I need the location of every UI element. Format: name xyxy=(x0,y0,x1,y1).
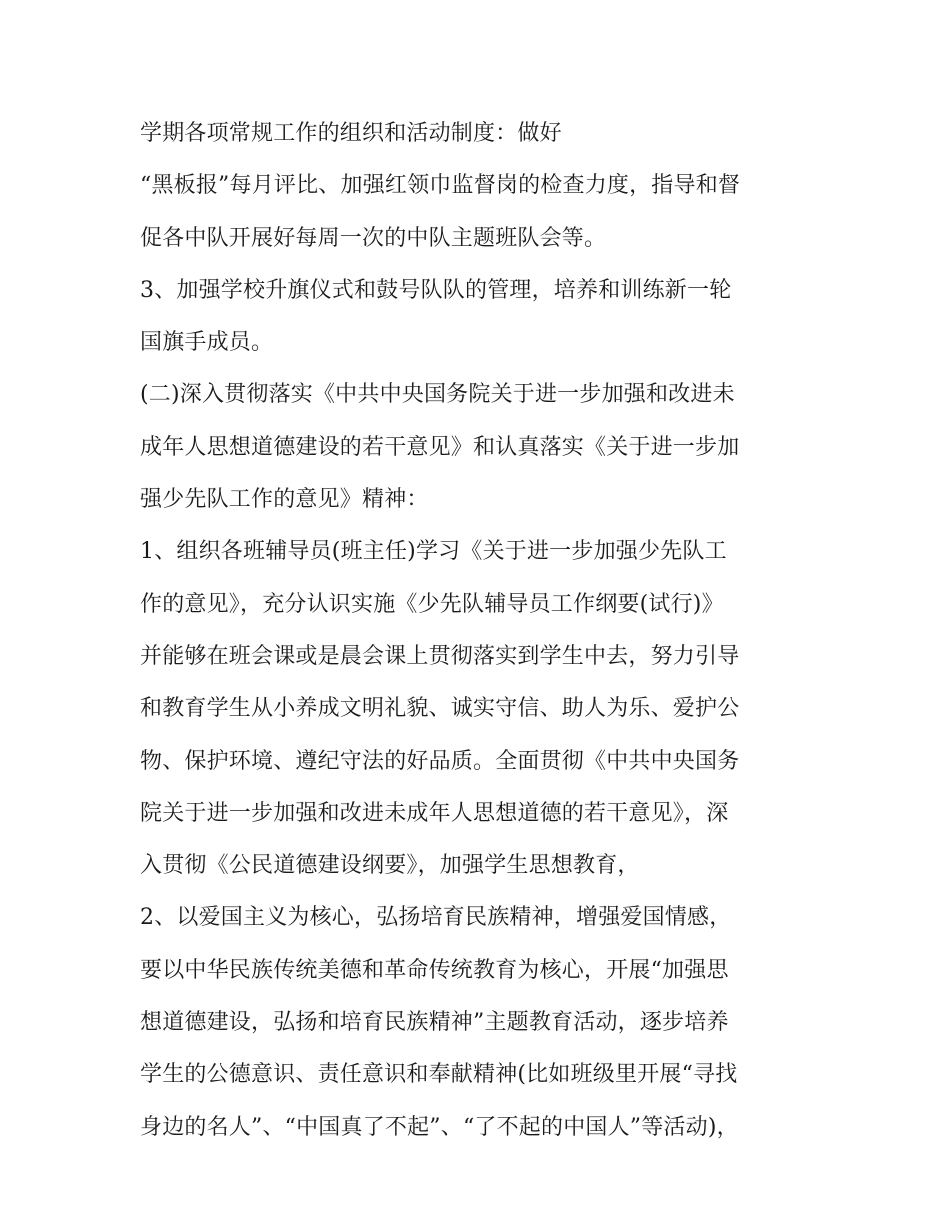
text-line: 想道德建设，弘扬和培育民族精神”主题教育活动，逐步培养 xyxy=(140,1010,729,1036)
text-line: 国旗手成员。 xyxy=(140,330,274,356)
text-line: 入贯彻《公民道德建设纲要》，加强学生思想教育， xyxy=(140,853,640,879)
text-line: “黑板报”每月评比、加强红领巾监督岗的检查力度，指导和督 xyxy=(140,173,741,199)
text-line: 促各中队开展好每周一次的中队主题班队会等。 xyxy=(140,225,607,251)
text-line: 物、保护环境、遵纪守法的好品质。全面贯彻《中共中央国务 xyxy=(140,748,740,774)
text-line: 3、加强学校升旗仪式和鼓号队队的管理，培养和训练新一轮 xyxy=(140,277,732,303)
text-line: 身边的名人”、“中国真了不起”、“了不起的中国人”等活动)， xyxy=(140,1114,739,1140)
text-line: (二)深入贯彻落实《中共中央国务院关于进一步加强和改进未 xyxy=(140,382,735,408)
text-line: 并能够在班会课或是晨会课上贯彻落实到学生中去，努力引导 xyxy=(140,643,740,669)
text-line: 成年人思想道德建设的若干意见》和认真落实《关于进一步加 xyxy=(140,434,740,460)
text-line: 院关于进一步加强和改进未成年人思想道德的若干意见》，深 xyxy=(140,800,729,826)
text-line: 作的意见》，充分认识实施《少先队辅导员工作纲要(试行)》 xyxy=(140,591,724,617)
text-line: 1、组织各班辅导员(班主任)学习《关于进一步加强少先队工 xyxy=(140,539,727,565)
text-line: 2、以爱国主义为核心，弘扬培育民族精神，增强爱国情感， xyxy=(140,905,732,931)
text-line: 学期各项常规工作的组织和活动制度：做好 xyxy=(140,121,562,146)
text-line: 强少先队工作的意见》精神： xyxy=(140,487,429,513)
text-line: 和教育学生从小养成文明礼貌、诚实守信、助人为乐、爱护公 xyxy=(140,696,740,722)
text-line: 学生的公德意识、责任意识和奉献精神(比如班级里开展“寻找 xyxy=(140,1062,738,1088)
body-text xyxy=(140,108,830,1154)
text-line: 要以中华民族传统美德和革命传统教育为核心，开展“加强思 xyxy=(140,957,729,983)
